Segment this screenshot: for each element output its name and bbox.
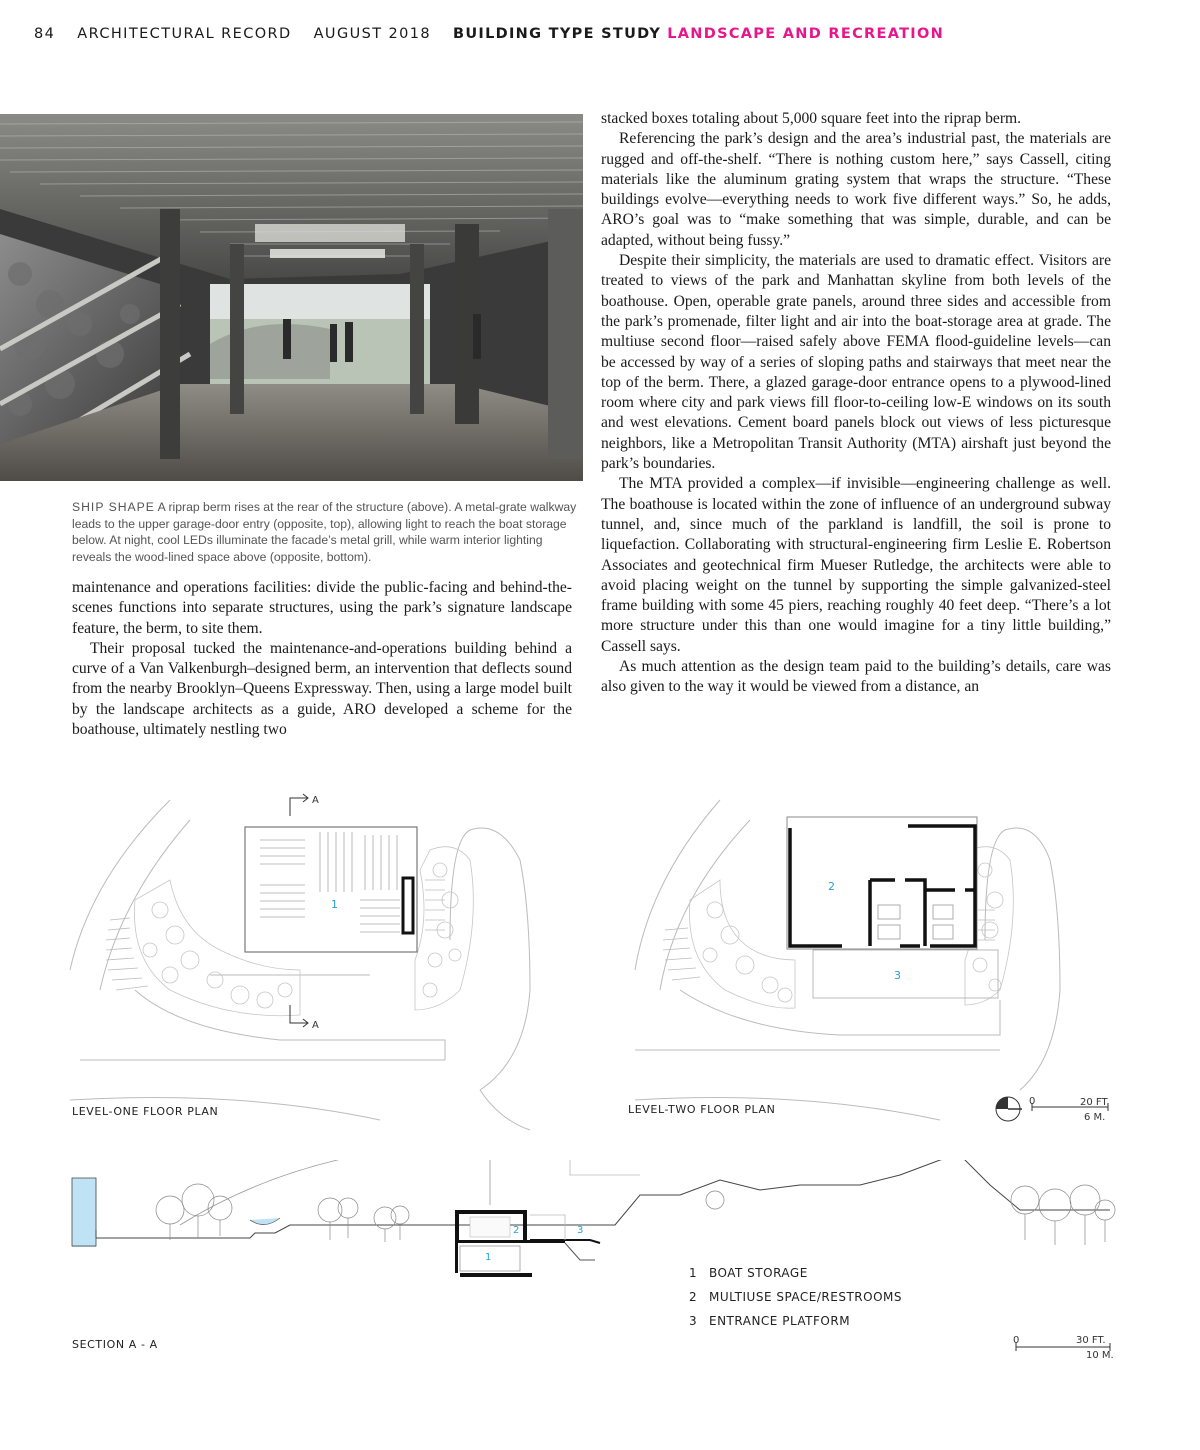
entrance-platform: [813, 950, 998, 998]
level-one-label: LEVEL-ONE FLOOR PLAN: [72, 1105, 219, 1118]
issue-date: AUGUST 2018: [313, 26, 431, 42]
north-arrow: [996, 1097, 1022, 1121]
ground-line: [96, 1160, 1110, 1238]
running-header: [34, 26, 944, 42]
legend-number: 2: [689, 1290, 698, 1304]
paragraph: stacked boxes totaling about 5,000 square feet into the riprap berm.: [601, 110, 1022, 127]
room-number-3: 3: [894, 969, 901, 982]
section-number-1: 1: [485, 1252, 492, 1263]
page-number: 84: [34, 26, 56, 42]
legend-item: [689, 1266, 902, 1290]
legend-number: 1: [689, 1266, 698, 1280]
legend-label: ENTRANCE PLATFORM: [709, 1314, 851, 1328]
section-scale-zero: 0: [1013, 1335, 1020, 1346]
section-illustration: [60, 1160, 1140, 1360]
water-body: [72, 1178, 96, 1247]
photo-caption: [72, 499, 580, 565]
legend-label: MULTIUSE SPACE/RESTROOMS: [709, 1290, 902, 1304]
section-scale-meters: 10 M.: [1086, 1350, 1114, 1361]
caption-title: SHIP SHAPE: [72, 500, 155, 514]
series-title: BUILDING TYPE STUDY: [452, 26, 662, 42]
section-title: LANDSCAPE AND RECREATION: [667, 26, 945, 42]
section-trees: [156, 1184, 1115, 1245]
boathouse-footprint-level-two: [787, 817, 977, 949]
plan-scale-zero: 0: [1029, 1096, 1036, 1107]
paragraph: Referencing the park’s design and the area’s industrial past, the materials are rugged and off-the-shelf. “There is nothing custom here,” says Cassell, citing materials like the aluminum grating system that wraps the structure. “These buildings evolve—everything needs to work five different ways.” So, he adds, ARO’s goal was to “make something that was simple, durable, and can be adapted, without being fussy.”: [601, 130, 1111, 249]
section-drawing: [60, 1160, 1140, 1360]
paragraph: The MTA provided a complex—if invisible—engineering challenge as well. The boathouse is located within the zone of influence of an underground subway tunnel, and, since much of the parkland is landfill, the soil is prone to liquefaction. Collaborating with structural-engineering firm Leslie E. Robertson Associates and geotechnical firm Mueser Rutledge, the architects were able to avoid placing weight on the tunnel by supporting the simple galvanized-steel frame building with some 45 piers, reaching roughly 40 feet deep. “There’s a lot more structure under this than one would imagine for a tiny little building,” Cassell says.: [601, 475, 1111, 655]
paragraph: As much attention as the design team paid to the building’s details, care was also given to the way it would be viewed from a distance, an: [601, 658, 1111, 696]
paragraph: Their proposal tucked the maintenance-and-operations building behind a curve of a Van Valkenburgh–designed berm, an intervention that deflects sound from the nearby Brooklyn–Queens Expressway. Then, using a large model built by the landscape architects as a guide, ARO developed a scheme for the boathouse, ultimately nestling two: [72, 639, 572, 739]
caption-text: A riprap berm rises at the rear of the structure (above). A metal-grate walkway leads to the upper garage-door entry (opposite, top), allowing light to reach the boat storage below. At night, cool LEDs illuminate the facade’s metal grill, while warm interior lighting reveals the wood-lined space above (opposite, bottom).: [72, 500, 577, 564]
plan-scale-meters: 6 M.: [1084, 1112, 1106, 1123]
section-scale-feet: 30 FT.: [1076, 1335, 1106, 1346]
body-column-1: [72, 578, 572, 740]
legend-number: 3: [689, 1314, 698, 1328]
legend-item: [689, 1314, 902, 1338]
paragraph: maintenance and operations facilities: divide the public-facing and behind-the-scenes functions into separate structures, using the park’s signature landscape feature, the berm, to site them.: [72, 579, 572, 637]
legend-item: [689, 1290, 902, 1314]
level-two-label: LEVEL-TWO FLOOR PLAN: [628, 1103, 776, 1116]
room-number-2: 2: [828, 880, 835, 893]
boathouse-footprint-level-one: [245, 827, 417, 952]
body-column-2: [601, 109, 1111, 698]
section-marker-top: [290, 794, 308, 816]
section-number-2: 2: [513, 1225, 520, 1236]
interior-photo-illustration: [0, 114, 583, 481]
magazine-name: ARCHITECTURAL RECORD: [77, 26, 292, 42]
section-marker-bottom: [290, 1005, 308, 1027]
floor-plans: [60, 760, 1140, 1150]
section-marker-bottom-label: A: [312, 1020, 319, 1031]
section-number-3: 3: [577, 1225, 584, 1236]
small-pond: [250, 1218, 280, 1225]
plan-scale-feet: 20 FT.: [1080, 1097, 1110, 1108]
legend-label: BOAT STORAGE: [709, 1266, 808, 1280]
floor-plans-drawing: [60, 760, 1140, 1150]
room-number-1: 1: [331, 898, 338, 911]
boathouse-section: [455, 1210, 600, 1277]
section-marker-top-label: A: [312, 795, 319, 806]
interior-photo: [0, 114, 583, 481]
drawing-legend: [689, 1266, 902, 1338]
paragraph: Despite their simplicity, the materials are used to dramatic effect. Visitors are treated to views of the park and Manhattan skyline from both levels of the boathouse. Open, operable grate panels, around three sides and accessible from the park’s promenade, filter light and air into the boat-storage area at grade. The multiuse second floor—raised safely above FEMA flood-guideline levels—can be accessed by way of a series of sloping paths and stairways that meet near the top of the berm. There, a glazed garage-door entrance opens to a plywood-lined room where city and park views fill floor-to-ceiling low-E windows on its south and west elevations. Cement board panels block out views of less picturesque neighbors, like a Metropolitan Transit Authority (MTA) airshaft just beyond the park’s boundaries.: [601, 252, 1111, 473]
section-label: SECTION A - A: [72, 1338, 158, 1351]
